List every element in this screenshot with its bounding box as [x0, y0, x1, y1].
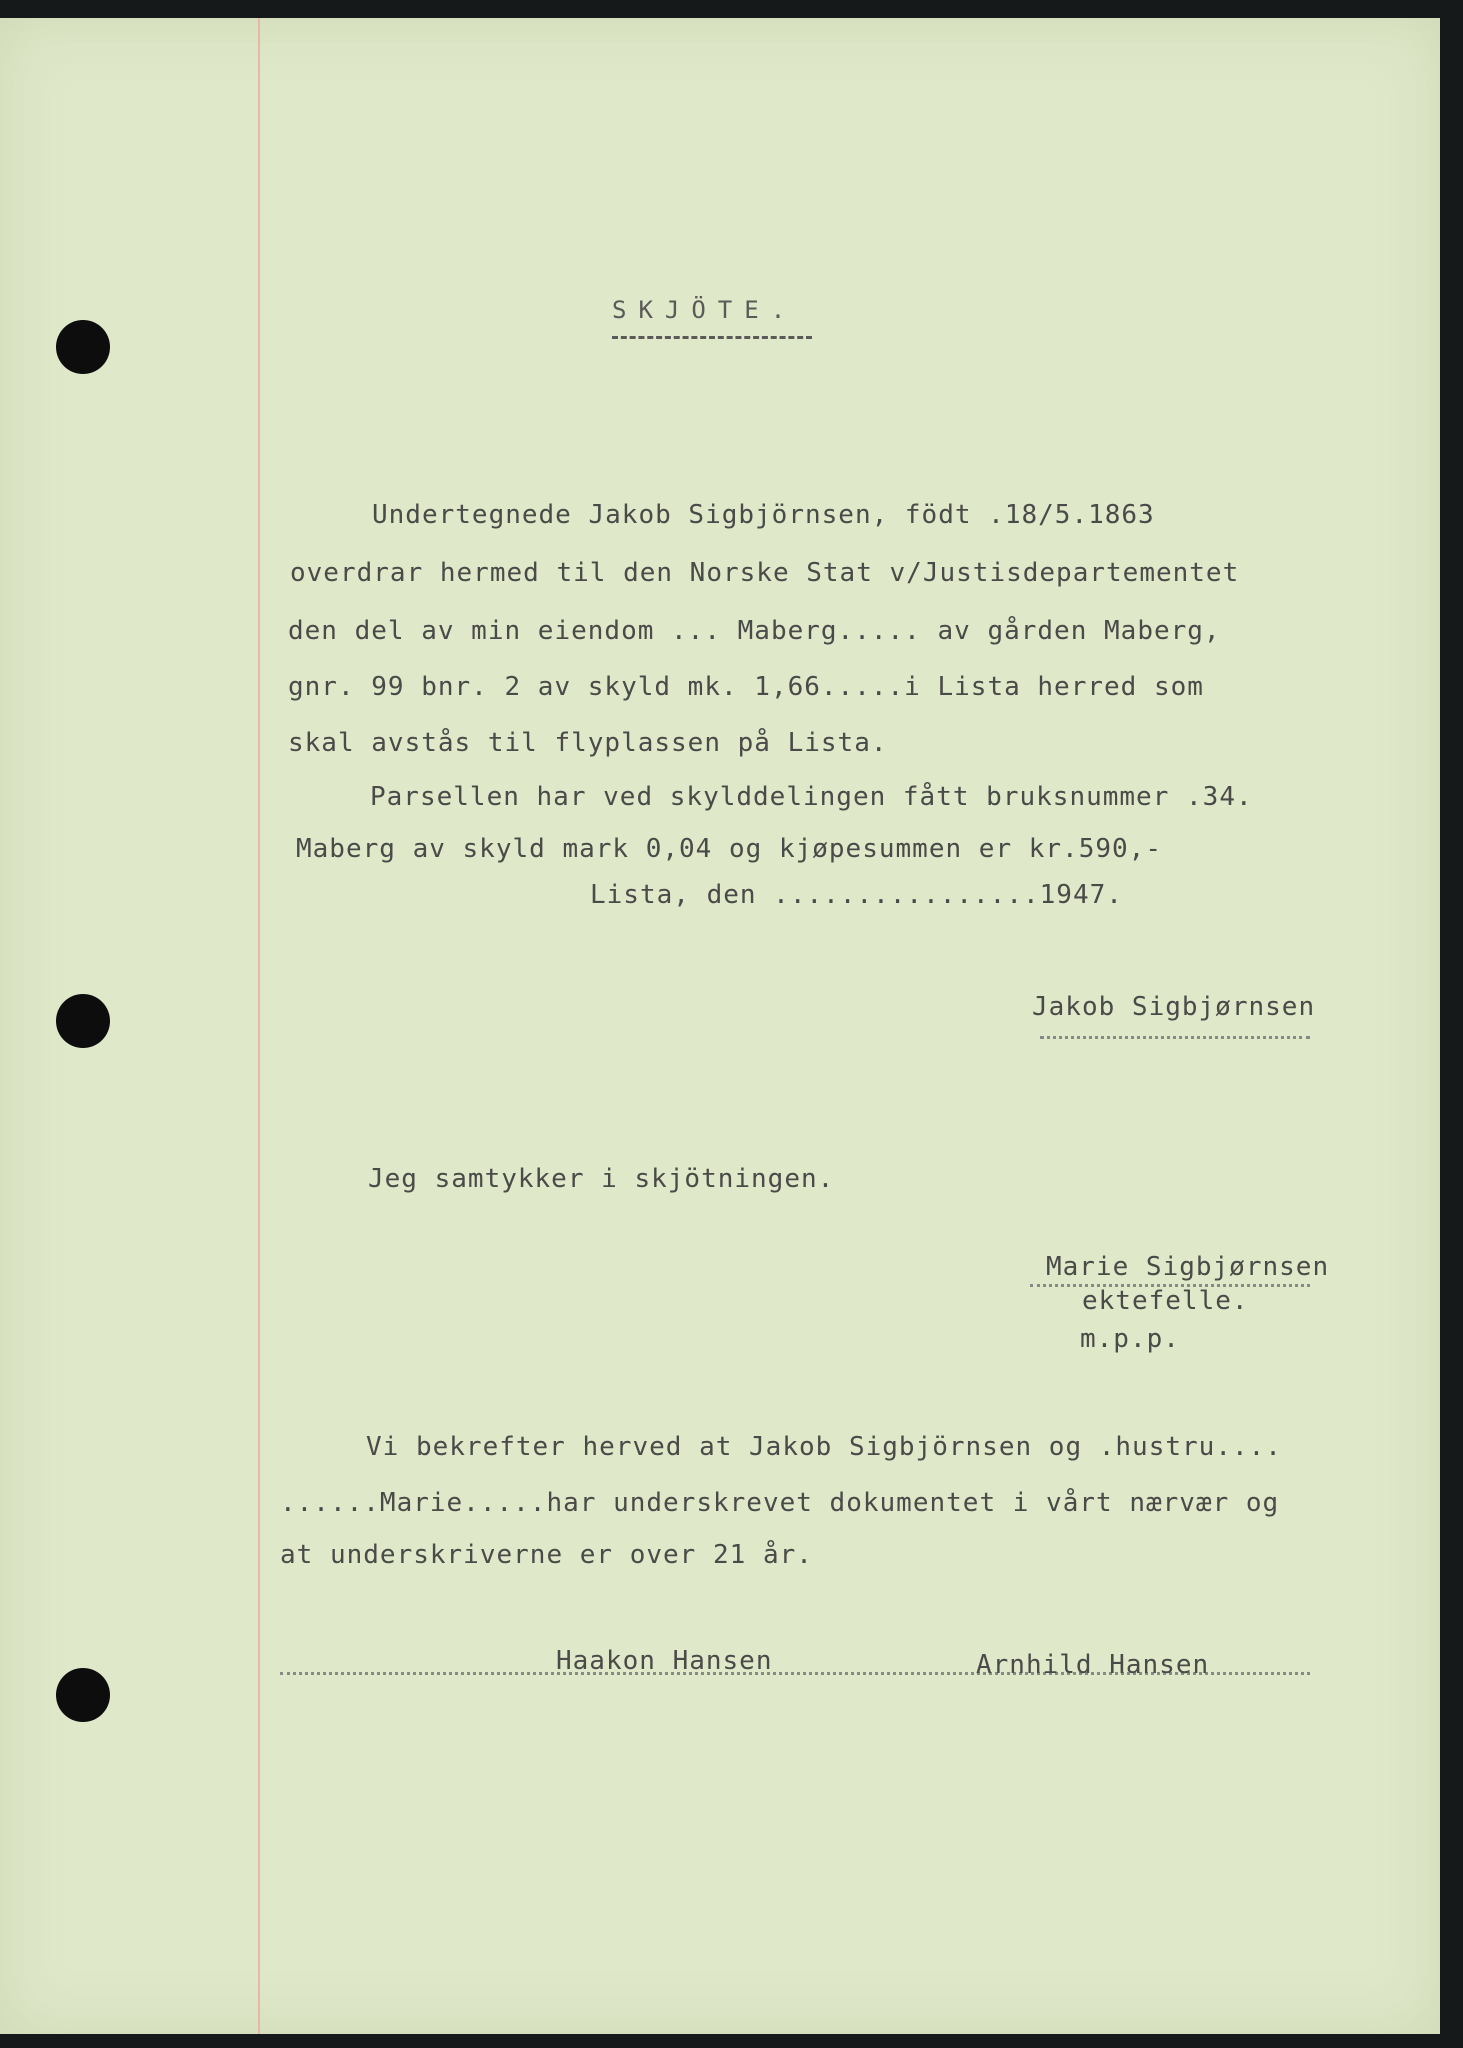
paragraph-line: Undertegnede Jakob Sigbjörnsen, födt .18/5.1863	[372, 500, 1155, 530]
margin-line	[258, 18, 260, 2034]
signature-line	[1040, 1036, 1310, 1039]
paragraph-line: gnr. 99 bnr. 2 av skyld mk. 1,66.....i Lista herred som	[288, 672, 1204, 702]
spouse-signature: Marie Sigbjørnsen	[1046, 1252, 1330, 1282]
title-underline	[612, 336, 812, 339]
spouse-mpp: m.p.p.	[1080, 1324, 1180, 1354]
witness-signature-2: Arnhild Hansen	[976, 1650, 1210, 1680]
paragraph-line: den del av min eiendom ... Maberg..... av gården Maberg,	[288, 616, 1221, 646]
paragraph-line: skal avstås til flyplassen på Lista.	[288, 728, 888, 758]
paragraph-line: overdrar hermed til den Norske Stat v/Justisdepartementet	[290, 558, 1240, 588]
dateline: Lista, den ................1947.	[590, 880, 1123, 910]
document-title: SKJÖTE.	[612, 296, 798, 324]
spouse-role: ektefelle.	[1082, 1286, 1249, 1316]
punch-hole	[56, 1668, 110, 1722]
consent-text: Jeg samtykker i skjötningen.	[368, 1164, 835, 1194]
paragraph-line: Parsellen har ved skylddelingen fått bruksnummer .34.	[370, 782, 1253, 812]
document-page	[0, 18, 1440, 2034]
punch-hole	[56, 320, 110, 374]
witness-text-line: Vi bekrefter herved at Jakob Sigbjörnsen og .hustru....	[366, 1432, 1282, 1462]
witness-text-line: ......Marie.....har underskrevet dokumentet i vårt nærvær og	[280, 1488, 1280, 1518]
witness-signature-1: Haakon Hansen	[556, 1646, 773, 1676]
seller-signature: Jakob Sigbjørnsen	[1032, 992, 1316, 1022]
witness-text-line: at underskriverne er over 21 år.	[280, 1540, 813, 1570]
punch-hole	[56, 994, 110, 1048]
signature-line	[1030, 1284, 1310, 1287]
paragraph-line: Maberg av skyld mark 0,04 og kjøpesummen er kr.590,-	[296, 834, 1162, 864]
